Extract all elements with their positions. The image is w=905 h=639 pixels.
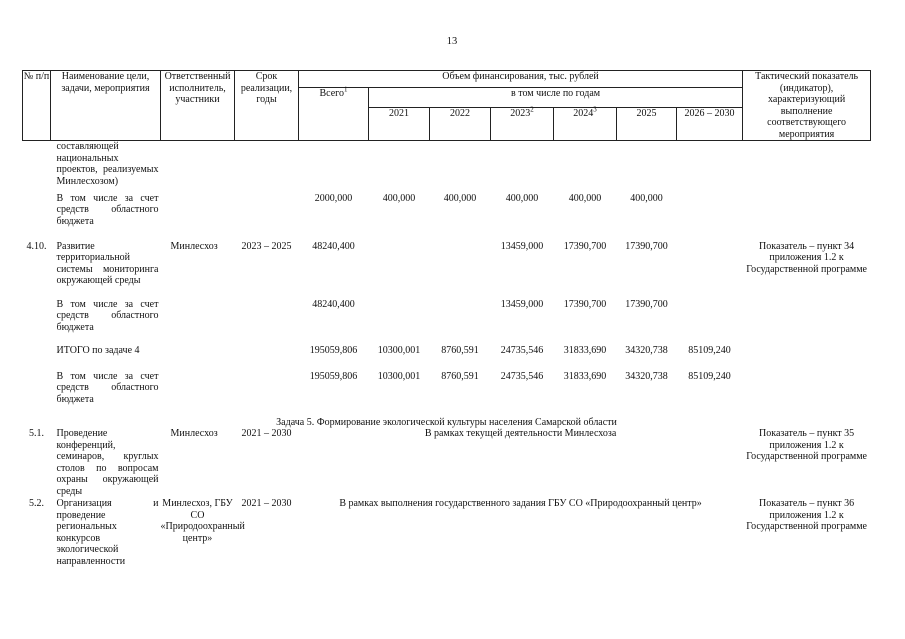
row-period: 2023 – 2025 [241, 240, 292, 252]
table-row [23, 498, 871, 567]
row-period [235, 193, 299, 241]
row-2026-2030 [677, 299, 743, 345]
header-year: 2022 [430, 108, 491, 141]
page-number: 13 [446, 36, 458, 47]
table-row [23, 241, 871, 299]
section-title: Задача 5. Формирование экологической культуры населения Самарской области [276, 416, 617, 428]
row-name: Развитие территориальной системы мониторинга окружающей среды [56, 240, 159, 286]
row-funding-text: В рамках выполнения государственного задания ГБУ СО «Природоохранный центр» [339, 498, 702, 509]
row-number: 5.2. [29, 498, 44, 509]
row-2025 [617, 141, 677, 193]
row-2021 [369, 141, 430, 193]
row-executor [161, 193, 235, 241]
row-number [23, 371, 51, 417]
header-year: 2024$^3$ [554, 108, 617, 141]
table-row [23, 141, 871, 193]
row-2022: 8760,591 [441, 370, 479, 382]
row-period [235, 371, 299, 417]
header-total: Всего$^1$ [299, 88, 369, 141]
header-year: 2023$^2$ [491, 108, 554, 141]
row-2026-2030 [677, 193, 743, 241]
row-2022: 8760,591 [441, 344, 479, 356]
row-2025: 34320,738 [625, 344, 668, 356]
row-2022 [430, 299, 491, 345]
header-name: Наименование цели, задачи, мероприятия [51, 71, 161, 141]
row-executor: Минлесхоз [170, 428, 218, 439]
row-total: 195059,806 [309, 344, 358, 356]
row-funding-text: В рамках текущей деятельности Минлесхоза [424, 428, 617, 439]
row-total: 48240,400 [312, 298, 355, 310]
row-period: 2021 – 2030 [241, 428, 292, 439]
section-row [23, 417, 871, 429]
row-indicator: Показатель – пункт 35 приложения 1.2 к Государственной программе [746, 428, 867, 462]
row-number [23, 299, 51, 345]
row-name: В том числе за счет средств областного бюджета [56, 298, 159, 333]
row-number [23, 193, 51, 241]
row-indicator [743, 299, 871, 345]
row-2021: 10300,001 [377, 370, 421, 382]
header-num: № п/п [23, 71, 51, 141]
row-2024: 400,000 [568, 192, 602, 204]
header-indicator: Тактический показатель (индикатор), характеризующий выполнение соответствующего мероприятия [743, 71, 871, 141]
row-executor [161, 345, 235, 371]
row-2021: 400,000 [382, 192, 416, 204]
row-total [299, 141, 369, 193]
row-name: Проведение конференций, семинаров, круглых столов по вопросам охраны окружающей среды [56, 428, 159, 497]
row-period [235, 141, 299, 193]
row-total: 48240,400 [312, 240, 355, 252]
row-indicator: Показатель – пункт 36 приложения 1.2 к Государственной программе [746, 498, 867, 532]
row-number [23, 141, 51, 193]
row-2022: 400,000 [443, 192, 477, 204]
row-2021: 10300,001 [377, 344, 421, 356]
row-executor [161, 371, 235, 417]
row-executor [161, 141, 235, 193]
row-2023: 400,000 [505, 192, 539, 204]
row-2023: 13459,000 [500, 240, 544, 252]
row-2026-2030: 85109,240 [688, 370, 731, 382]
row-2026-2030 [677, 141, 743, 193]
row-2024: 31833,690 [563, 370, 607, 382]
header-executor: Ответственный исполнитель, участники [161, 71, 235, 141]
row-total: 2000,000 [314, 192, 353, 204]
header-year: 2021 [369, 108, 430, 141]
row-name: составляющей национальных проектов, реализуемых Минлесхозом) [56, 141, 159, 187]
header-period: Срок реализации, годы [235, 71, 299, 141]
row-2024: 31833,690 [563, 344, 607, 356]
row-2024: 17390,700 [563, 240, 607, 252]
row-2024: 17390,700 [563, 298, 607, 310]
row-2023: 24735,546 [500, 344, 544, 356]
row-name: В том числе за счет средств областного бюджета [56, 192, 159, 227]
row-2025: 400,000 [630, 192, 663, 204]
header-funding: Объем финансирования, тыс. рублей [299, 71, 743, 88]
row-2025: 17390,700 [625, 298, 668, 310]
row-2024 [554, 141, 617, 193]
table-row [23, 193, 871, 241]
row-2025: 34320,738 [625, 370, 668, 382]
row-number: 5.1. [29, 428, 44, 439]
row-total: 195059,806 [309, 370, 358, 382]
row-2023: 13459,000 [500, 298, 544, 310]
row-name: В том числе за счет средств областного бюджета [56, 370, 159, 405]
row-period [235, 345, 299, 371]
row-name: ИТОГО по задаче 4 [56, 344, 140, 356]
row-2023 [491, 141, 554, 193]
table-header [23, 71, 871, 141]
row-executor: Минлесхоз, ГБУ СО «Природоохранный центр» [160, 498, 245, 544]
table-body [23, 141, 871, 568]
row-indicator [743, 371, 871, 417]
row-name: Организация и проведение региональных конкурсов экологической направленности [56, 498, 159, 567]
row-period: 2021 – 2030 [241, 498, 292, 509]
row-2026-2030: 85109,240 [688, 344, 731, 356]
header-year: 2026 – 2030 [677, 108, 743, 141]
table-row [23, 299, 871, 345]
header-by-years: в том числе по годам [369, 88, 743, 108]
table-row [23, 428, 871, 498]
row-2022 [430, 141, 491, 193]
row-indicator [743, 193, 871, 241]
row-2021 [369, 299, 430, 345]
row-indicator [743, 141, 871, 193]
row-2023: 24735,546 [500, 370, 544, 382]
table-row [23, 371, 871, 417]
row-executor: Минлесхоз [170, 240, 218, 252]
row-period [235, 299, 299, 345]
row-indicator: Показатель – пункт 34 приложения 1.2 к Государственной программе [746, 240, 867, 275]
row-2021 [369, 241, 430, 299]
row-2022 [430, 241, 491, 299]
row-number: 4.10. [26, 240, 47, 252]
header-year: 2025 [617, 108, 677, 141]
row-2026-2030 [677, 241, 743, 299]
row-2025: 17390,700 [625, 240, 668, 252]
row-indicator [743, 345, 871, 371]
program-table [22, 70, 871, 567]
row-executor [161, 299, 235, 345]
table-row [23, 345, 871, 371]
row-number [23, 345, 51, 371]
